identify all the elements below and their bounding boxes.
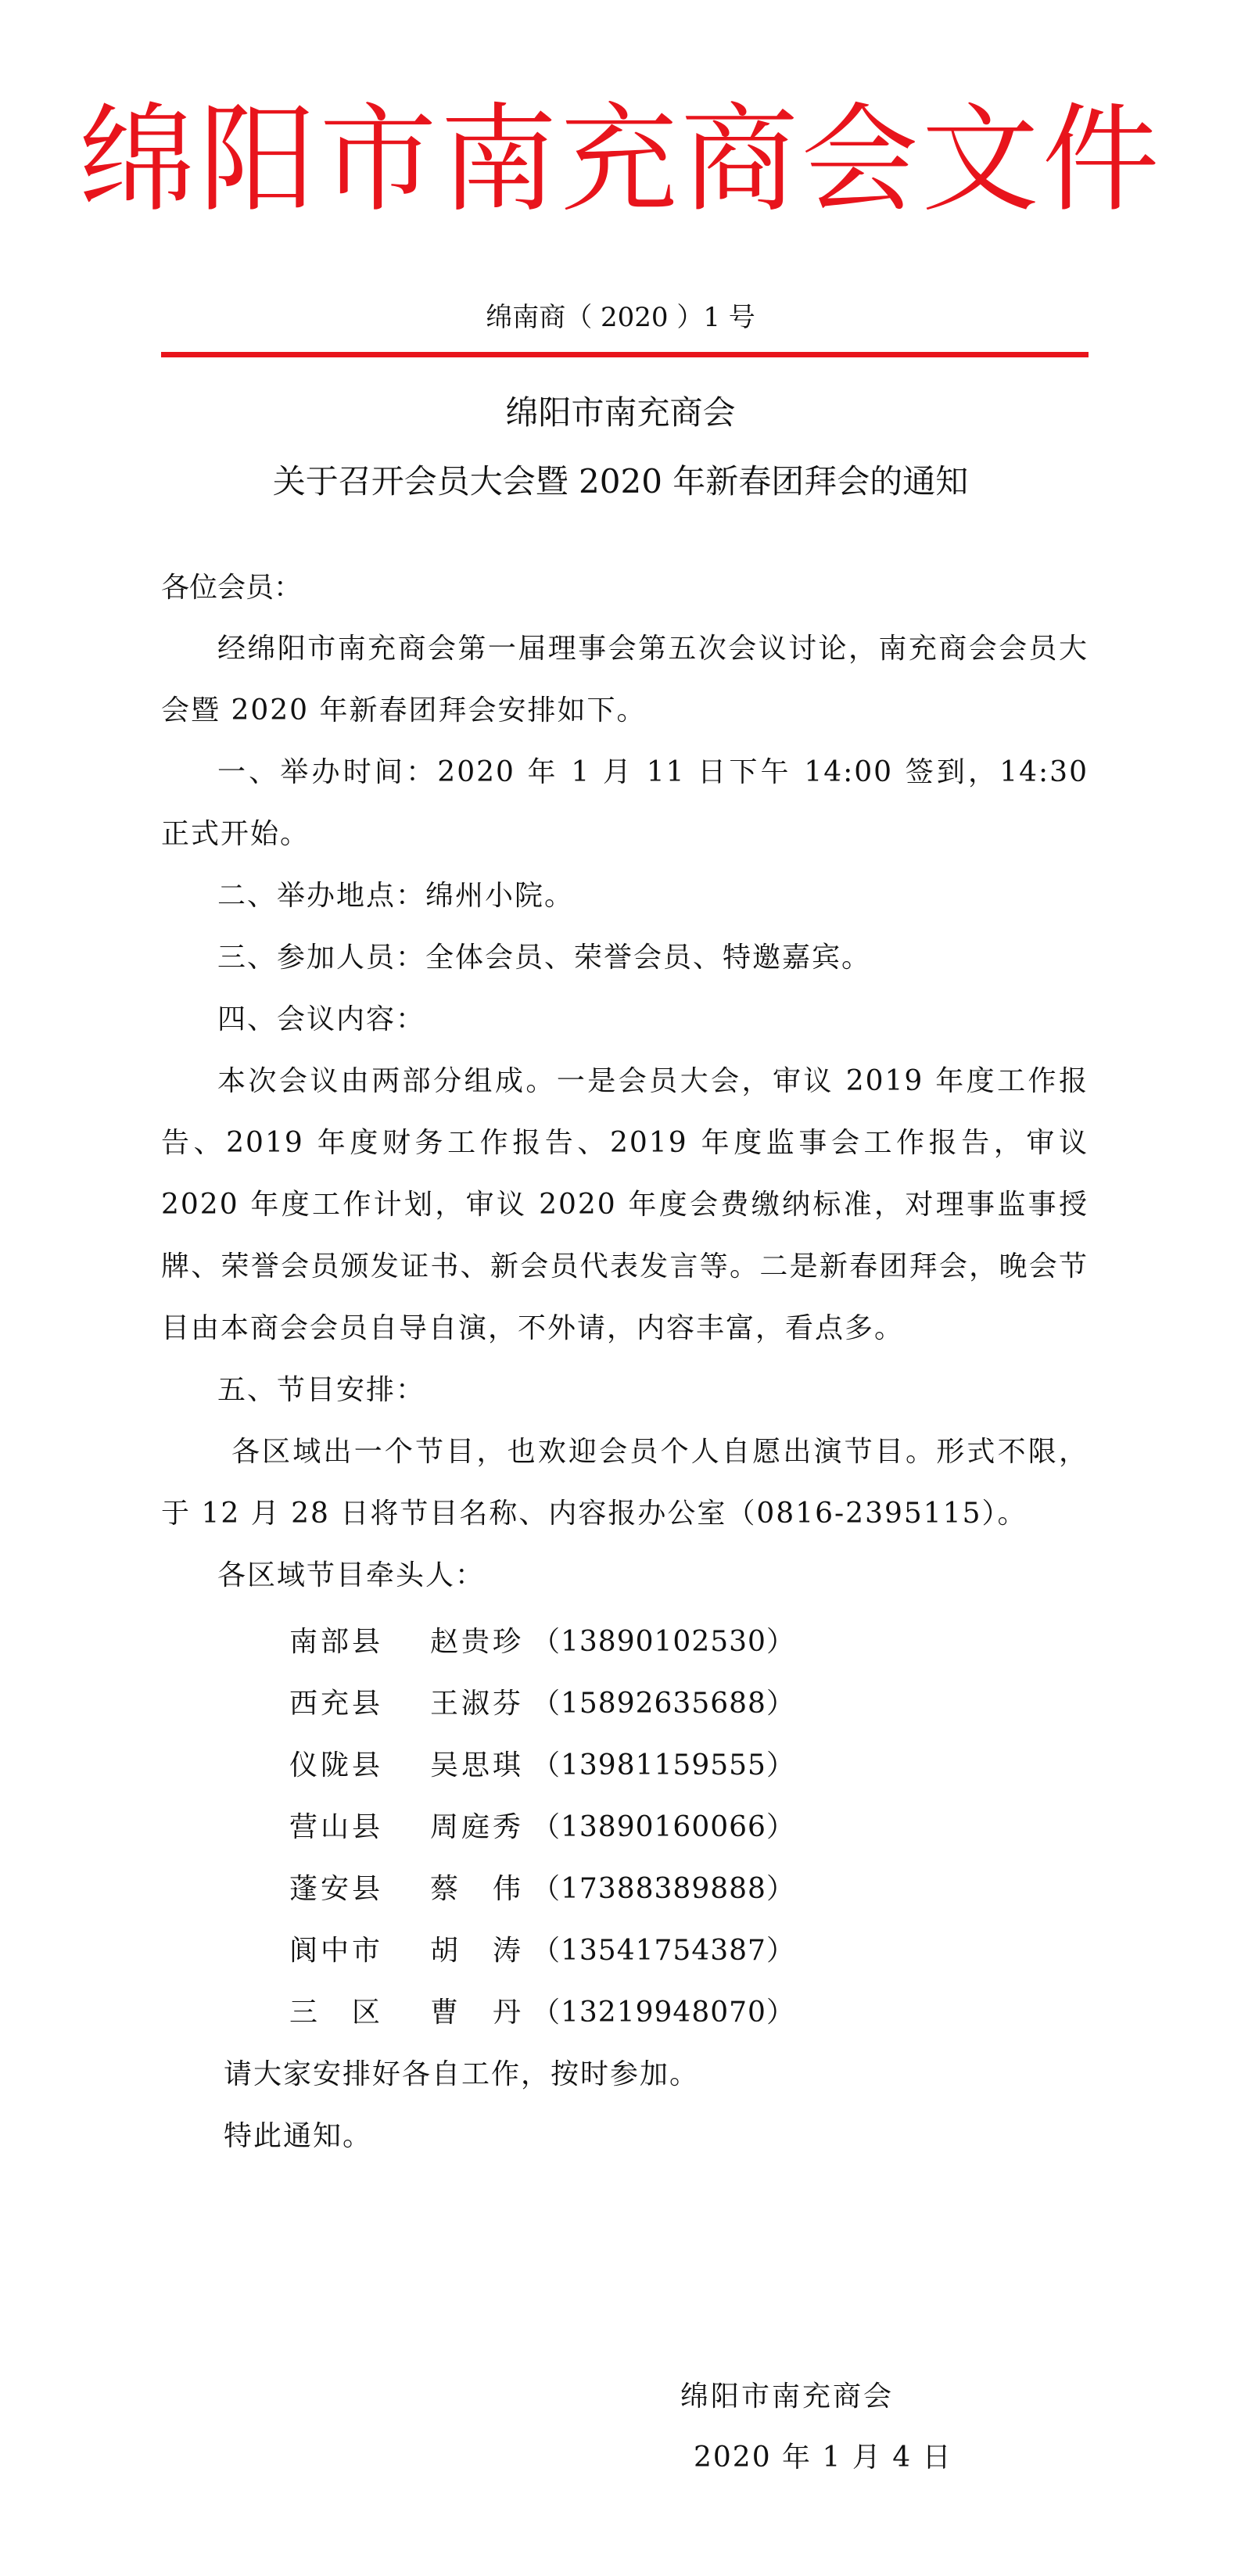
paragraph-attendees: 三、参加人员：全体会员、荣誉会员、特邀嘉宾。 — [217, 942, 872, 974]
list-item — [289, 1735, 795, 1796]
list-item — [289, 1611, 795, 1673]
red-divider-rule — [161, 352, 1089, 357]
list-item — [289, 1673, 795, 1735]
leader-area: 西充县 — [289, 1688, 384, 1720]
paragraph-leaders-heading: 各区域节目牵头人： — [217, 1559, 486, 1591]
notice-title-line2: 关于召开会员大会暨 2020 年新春团拜会的通知 — [272, 462, 969, 500]
leader-name: 蔡 伟 — [430, 1873, 525, 1905]
leader-phone: （13890102530） — [532, 1626, 795, 1658]
body-paragraphs — [161, 618, 1089, 1606]
leader-phone: （13890160066） — [532, 1811, 795, 1843]
closing-line-arrange: 请大家安排好各自工作，按时参加。 — [224, 2058, 700, 2090]
leader-area: 蓬安县 — [289, 1873, 384, 1905]
leader-name: 周庭秀 — [430, 1811, 525, 1843]
paragraph-location: 二、举办地点：绵州小院。 — [217, 880, 575, 912]
leader-name: 胡 涛 — [430, 1935, 525, 1967]
document-number: 绵南商（ 2020 ）1 号 — [486, 302, 755, 333]
leader-name: 赵贵珍 — [430, 1626, 525, 1658]
document-header-title: 绵阳市南充商会文件 — [78, 92, 1163, 228]
list-item — [289, 1982, 795, 2043]
leader-list — [289, 1611, 795, 2043]
leader-phone: （15892635688） — [532, 1688, 795, 1720]
leader-area: 营山县 — [289, 1811, 384, 1843]
paragraph-time: 一、举办时间：2020 年 1 月 11 日下午 14:00 签到，14:30 正式开始。 — [161, 756, 1089, 850]
salutation: 各位会员： — [161, 572, 303, 604]
leader-area: 阆中市 — [289, 1935, 384, 1967]
leader-area: 南部县 — [289, 1626, 384, 1658]
leader-name: 吴思琪 — [430, 1749, 525, 1781]
closing-block — [224, 2043, 699, 2167]
list-item — [289, 1858, 795, 1920]
paragraph-content: 本次会议由两部分组成。一是会员大会，审议 2019 年度工作报告、2019 年度财务工作报告、2019 年度监事会工作报告，审议 2020 年度工作计划，审议 2020 年度会费缴纳标准，对理事监事授牌、荣誉会员颁发证书、新会员代表发言等。二是新春团拜会，晚会节目由本商会会员自导自演，不外请，内容丰富，看点多。 — [161, 1065, 1089, 1344]
paragraph-intro: 经绵阳市南充商会第一届理事会第五次会议讨论，南充商会会员大会暨 2020 年新春团拜会安排如下。 — [161, 633, 1089, 727]
leader-phone: （13981159555） — [532, 1749, 795, 1781]
leader-phone: （17388389888） — [532, 1873, 795, 1905]
paragraph-content-heading: 四、会议内容： — [217, 1003, 426, 1035]
leader-area: 三 区 — [289, 1997, 384, 2029]
signature-date: 2020 年 1 月 4 日 — [694, 2441, 952, 2474]
closing-line-notice: 特此通知。 — [224, 2120, 373, 2152]
leader-phone: （13541754387） — [532, 1935, 795, 1967]
signature-organization: 绵阳市南充商会 — [680, 2380, 895, 2413]
paragraph-program-heading: 五、节目安排： — [217, 1374, 426, 1406]
leader-area: 仪陇县 — [289, 1749, 384, 1781]
list-item — [289, 1920, 795, 1982]
leader-name: 曹 丹 — [430, 1997, 525, 2029]
paragraph-program: 各区域出一个节目，也欢迎会员个人自愿出演节目。形式不限，于 12 月 28 日将节目名称、内容报办公室（0816-2395115）。 — [161, 1436, 1089, 1530]
list-item — [289, 1796, 795, 1858]
notice-title-line1: 绵阳市南充商会 — [505, 393, 736, 432]
leader-name: 王淑芬 — [430, 1688, 525, 1720]
leader-phone: （13219948070） — [532, 1997, 795, 2029]
